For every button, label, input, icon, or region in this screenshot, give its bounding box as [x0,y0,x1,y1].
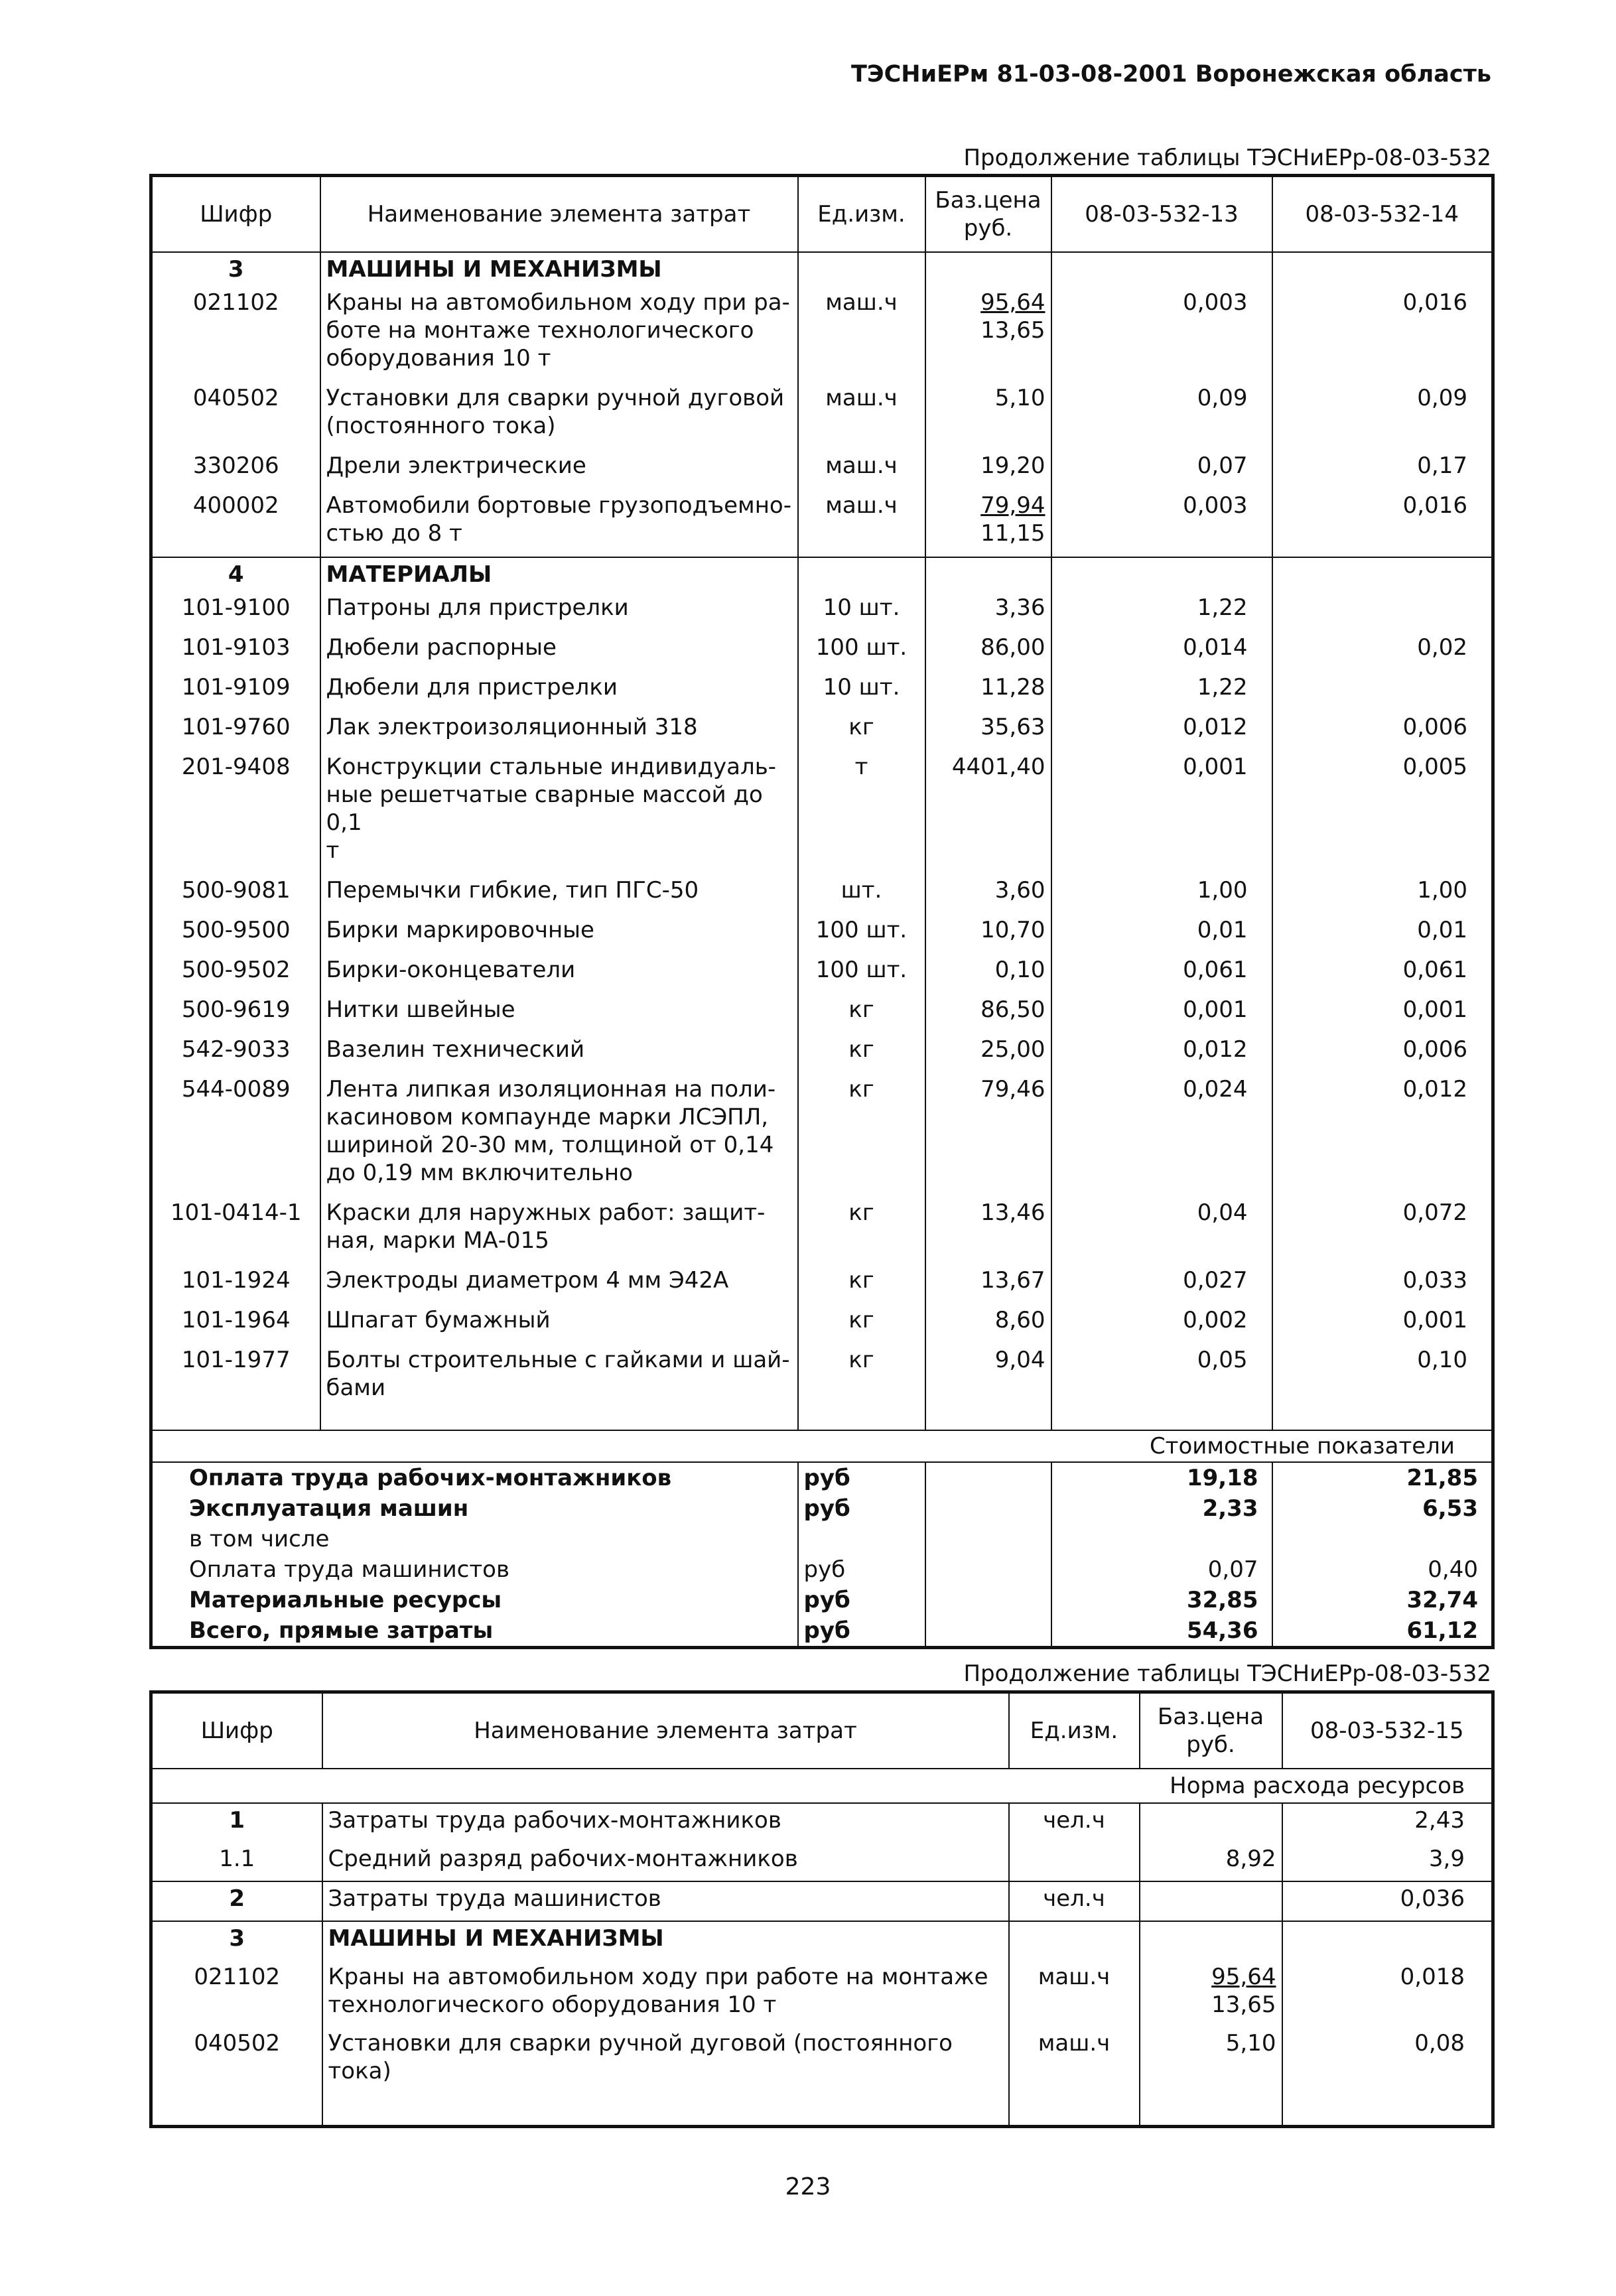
row-value-13: 0,024 [1051,1073,1272,1196]
section-row [151,252,1493,286]
row-name: Дрели электрические [320,449,798,489]
price-cell [925,1304,1051,1343]
row-value-13: 0,04 [1051,1196,1272,1264]
table-row [151,1343,1493,1411]
row-unit: 100 шт. [798,631,925,671]
row-unit: т [798,750,925,874]
price-value: 5,10 [994,385,1045,411]
norm-header-row [151,1769,1493,1803]
row-name: Конструкции стальные индивидуаль- ные решетчатые сварные массой до 0,1 т [320,750,798,874]
row-code: 101-9760 [151,710,320,750]
row-value-14: 0,005 [1402,754,1467,780]
section-code: 3 [151,252,320,286]
empty-cell [1051,557,1272,591]
summary-unit: руб [798,1462,925,1493]
row-value-13: 0,001 [1051,750,1272,874]
resource-table-2 [149,1690,1495,2128]
price-value: 86,00 [980,634,1045,661]
row-name: Шпагат бумажный [320,1304,798,1343]
row-value-13: 1,22 [1051,671,1272,710]
price-cell [925,489,1051,557]
empty-cell [322,2093,1009,2127]
row-name: МАШИНЫ И МЕХАНИЗМЫ [322,1921,1009,1960]
row-name: Лак электроизоляционный 318 [320,710,798,750]
section-row [151,557,1493,591]
summary-row [151,1615,1493,1648]
price-cell [925,631,1051,671]
table-row [151,1033,1493,1073]
section-title: МАТЕРИАЛЫ [320,557,798,591]
row-unit: кг [798,1264,925,1304]
row-code: 021102 [151,286,320,381]
table-row [151,631,1493,671]
row-code: 021102 [151,1960,322,2027]
col2-header-unit: Ед.изм. [1009,1692,1140,1769]
row-unit: 10 шт. [798,671,925,710]
summary-label: в том числе [151,1524,798,1554]
cost-header: Стоимостные показатели [151,1430,1493,1462]
summary-value-14: 6,53 [1422,1495,1478,1522]
row-value-14: 0,001 [1402,1307,1467,1333]
row-value-14 [1272,671,1493,710]
row-code: 330206 [151,449,320,489]
row-code: 201-9408 [151,750,320,874]
table2-body [151,1769,1493,2127]
row-value-13: 0,01 [1051,913,1272,953]
row-value-14: 0,006 [1402,714,1467,740]
row-value-14: 0,09 [1417,385,1467,411]
row-code: 3 [151,1921,322,1960]
empty-cell [925,1411,1051,1430]
table-row [151,1803,1493,1842]
row-value-14: 0,016 [1402,492,1467,519]
row-unit [1009,1842,1140,1881]
price-cell [925,1196,1051,1264]
price-value: 3,36 [994,594,1045,621]
price-cell [1140,1960,1282,2027]
price-value: 11,28 [980,674,1045,701]
norm-header: Норма расхода ресурсов [151,1769,1493,1803]
row-name: Средний разряд рабочих-монтажников [322,1842,1009,1881]
summary-value-13: 19,18 [1051,1462,1272,1493]
table-header-row [151,176,1493,253]
table-row [151,449,1493,489]
row-name: Болты строительные с гайками и шай- бами [320,1343,798,1411]
row-name: Электроды диаметром 4 мм Э42А [320,1264,798,1304]
price-value: 79,46 [980,1076,1045,1103]
row-unit: маш.ч [798,286,925,381]
summary-value-13: 32,85 [1051,1585,1272,1615]
table-row [151,381,1493,449]
table-row [151,874,1493,913]
row-value-15: 0,018 [1400,1964,1465,1990]
row-value-15: 3,9 [1428,1846,1465,1872]
summary-label: Эксплуатация машин [151,1493,798,1524]
table-row [151,750,1493,874]
row-code: 1 [151,1803,322,1842]
summary-row [151,1524,1493,1554]
cost-header-row [151,1430,1493,1462]
summary-value-14: 32,74 [1406,1587,1478,1613]
row-name: Дюбели распорные [320,631,798,671]
row-code: 500-9502 [151,953,320,993]
row-name: Затраты труда машинистов [322,1881,1009,1921]
row-value-14: 0,012 [1402,1076,1467,1103]
row-name: Автомобили бортовые грузоподъемно- стью до 8 т [320,489,798,557]
row-code: 040502 [151,2027,322,2093]
empty-cell [151,2093,322,2127]
row-code: 400002 [151,489,320,557]
row-unit: кг [798,1073,925,1196]
price-value: 95,64 [980,289,1045,316]
summary-value-13 [1051,1524,1272,1554]
row-code: 500-9619 [151,993,320,1033]
row-code: 101-9103 [151,631,320,671]
row-value-14: 0,061 [1402,957,1467,983]
price-cell [1140,1921,1282,1960]
empty-cell [1272,1411,1493,1430]
empty-cell [925,1554,1051,1585]
price-cell [1140,1881,1282,1921]
row-value-13: 0,014 [1051,631,1272,671]
row-code: 500-9081 [151,874,320,913]
price-value: 0,10 [994,957,1045,983]
summary-unit: руб [798,1493,925,1524]
spacer-row [151,2093,1493,2127]
row-value-13: 0,05 [1051,1343,1272,1411]
price-cell [925,953,1051,993]
price-cell [925,671,1051,710]
row-name: Краны на автомобильном ходу при ра- боте на монтаже технологического оборудования 10 т [320,286,798,381]
col2-header-code: Шифр [151,1692,322,1769]
row-value-14: 0,016 [1402,289,1467,316]
row-code: 500-9500 [151,913,320,953]
price-value: 9,04 [994,1347,1045,1373]
empty-cell [151,1411,320,1430]
row-code: 101-9109 [151,671,320,710]
row-unit: маш.ч [798,381,925,449]
table2-header-row [151,1692,1493,1769]
resource-table-1 [149,174,1495,1649]
row-name: Установки для сварки ручной дуговой (постоянного тока) [320,381,798,449]
summary-row [151,1462,1493,1493]
price-cell [925,1033,1051,1073]
row-name: Патроны для пристрелки [320,591,798,631]
row-name: Краски для наружных работ: защит- ная, марки МА-015 [320,1196,798,1264]
price-secondary-value: 13,65 [1211,1992,1276,2018]
row-code: 1.1 [151,1842,322,1881]
page-number: 223 [785,2173,831,2200]
empty-cell [320,1411,798,1430]
row-name: Лента липкая изоляционная на поли- касиновом компаунде марки ЛСЭПЛ, шириной 20-30 мм, толщиной от 0,14 до 0,19 мм включительно [320,1073,798,1196]
table-row [151,1842,1493,1881]
row-unit: маш.ч [798,449,925,489]
row-unit: шт. [798,874,925,913]
price-value: 86,50 [980,996,1045,1023]
table1-summary [151,1430,1493,1648]
price-value: 13,67 [980,1267,1045,1294]
row-name: Нитки швейные [320,993,798,1033]
row-value-13: 0,027 [1051,1264,1272,1304]
price-value: 10,70 [980,917,1045,943]
summary-label: Всего, прямые затраты [151,1615,798,1648]
price-cell [925,449,1051,489]
col-header-price: Баз.цена руб. [925,176,1051,253]
empty-cell [1009,2093,1140,2127]
row-unit: 100 шт. [798,953,925,993]
col-header-v1: 08-03-532-13 [1051,176,1272,253]
table-row [151,591,1493,631]
price-cell [1140,2027,1282,2093]
row-value-14: 0,01 [1417,917,1467,943]
summary-row [151,1585,1493,1615]
price-cell [1140,1803,1282,1842]
price-cell [925,710,1051,750]
row-value-14: 0,10 [1417,1347,1467,1373]
row-value-15 [1282,1921,1493,1960]
continuation-label-1: Продолжение таблицы ТЭСНиЕРр-08-03-532 [963,145,1491,171]
empty-cell [798,252,925,286]
row-code: 542-9033 [151,1033,320,1073]
row-name: Бирки-оконцеватели [320,953,798,993]
price-cell [925,993,1051,1033]
price-value: 4401,40 [951,754,1045,780]
empty-cell [798,1411,925,1430]
price-value: 19,20 [980,452,1045,479]
row-unit: кг [798,1304,925,1343]
price-cell [925,874,1051,913]
table-row [151,489,1493,557]
row-name: Бирки маркировочные [320,913,798,953]
summary-label: Оплата труда рабочих-монтажников [151,1462,798,1493]
summary-value-14 [1272,1524,1493,1554]
col-header-code: Шифр [151,176,320,253]
row-value-14: 0,072 [1402,1199,1467,1226]
table-row [151,1304,1493,1343]
row-name: Перемычки гибкие, тип ПГС-50 [320,874,798,913]
summary-unit: руб [798,1585,925,1615]
empty-cell [1272,252,1493,286]
row-value-15: 0,036 [1282,1881,1493,1921]
row-value-14: 0,001 [1402,996,1467,1023]
row-unit [1009,1921,1140,1960]
price-value: 8,92 [1225,1846,1276,1872]
row-unit: маш.ч [798,489,925,557]
row-value-13: 0,061 [1051,953,1272,993]
row-unit: кг [798,993,925,1033]
row-code: 101-1977 [151,1343,320,1411]
price-value: 5,10 [1225,2030,1276,2057]
empty-cell [1272,557,1493,591]
empty-cell [925,557,1051,591]
empty-cell [925,1585,1051,1615]
row-value-13: 1,22 [1051,591,1272,631]
table-row [151,286,1493,381]
summary-label: Оплата труда машинистов [151,1554,798,1585]
empty-cell [925,1524,1051,1554]
table-row [151,2027,1493,2093]
empty-cell [1282,2093,1493,2127]
row-value-13: 0,012 [1051,1033,1272,1073]
price-secondary-value: 11,15 [980,520,1045,547]
row-value-13: 1,00 [1051,874,1272,913]
col-header-unit: Ед.изм. [798,176,925,253]
price-cell [925,286,1051,381]
empty-cell [925,252,1051,286]
summary-unit: руб [798,1554,925,1585]
empty-cell [1140,2093,1282,2127]
row-value-14 [1272,591,1493,631]
row-unit: 10 шт. [798,591,925,631]
empty-cell [1051,1411,1272,1430]
row-name: Краны на автомобильном ходу при работе на монтаже технологического оборудования 10 т [322,1960,1009,2027]
summary-value-13: 2,33 [1051,1493,1272,1524]
row-value-13: 0,003 [1051,489,1272,557]
row-value-15: 0,08 [1414,2030,1465,2057]
col-header-name: Наименование элемента затрат [320,176,798,253]
row-unit: кг [798,1343,925,1411]
row-name: Вазелин технический [320,1033,798,1073]
price-value: 13,46 [980,1199,1045,1226]
row-unit: маш.ч [1009,1960,1140,2027]
row-value-15: 2,43 [1414,1807,1465,1834]
summary-value-14: 21,85 [1406,1465,1478,1491]
price-value: 3,60 [994,877,1045,904]
summary-row [151,1493,1493,1524]
table-row [151,671,1493,710]
table-row [151,953,1493,993]
row-value-13: 0,001 [1051,993,1272,1033]
row-name: Затраты труда рабочих-монтажников [322,1803,1009,1842]
row-code: 101-9100 [151,591,320,631]
section-code: 4 [151,557,320,591]
price-cell [925,381,1051,449]
summary-value-13: 0,07 [1051,1554,1272,1585]
row-value-13: 0,003 [1051,286,1272,381]
price-cell [925,750,1051,874]
summary-unit: руб [798,1615,925,1648]
price-value: 35,63 [980,714,1045,740]
summary-row [151,1554,1493,1585]
row-unit: маш.ч [1009,2027,1140,2093]
page-header-title: ТЭСНиЕРм 81-03-08-2001 Воронежская область [851,61,1491,88]
summary-unit [798,1524,925,1554]
spacer-row [151,1411,1493,1430]
row-value-14: 0,17 [1417,452,1467,479]
table1-body [151,252,1493,1430]
empty-cell [925,1615,1051,1648]
price-value: 25,00 [980,1036,1045,1063]
empty-cell [925,1493,1051,1524]
row-value-13: 0,002 [1051,1304,1272,1343]
row-code: 101-1924 [151,1264,320,1304]
summary-value-13: 54,36 [1051,1615,1272,1648]
row-unit: кг [798,710,925,750]
row-code: 101-0414-1 [151,1196,320,1264]
row-value-13: 0,012 [1051,710,1272,750]
summary-value-14: 61,12 [1406,1617,1478,1644]
table-row [151,1073,1493,1196]
table-row [151,1881,1493,1921]
empty-cell [1051,252,1272,286]
col2-header-price: Баз.цена руб. [1140,1692,1282,1769]
row-unit: чел.ч [1009,1881,1140,1921]
price-value: 79,94 [980,492,1045,519]
price-cell [925,1343,1051,1411]
empty-cell [925,1462,1051,1493]
table-row [151,993,1493,1033]
row-name: Установки для сварки ручной дуговой (постоянного тока) [322,2027,1009,2093]
summary-value-14: 0,40 [1428,1556,1478,1583]
row-name: Дюбели для пристрелки [320,671,798,710]
price-cell [925,1264,1051,1304]
table-row [151,1921,1493,1960]
price-cell [925,591,1051,631]
row-unit: кг [798,1033,925,1073]
row-code: 544-0089 [151,1073,320,1196]
row-value-13: 0,09 [1051,381,1272,449]
row-value-14: 0,006 [1402,1036,1467,1063]
continuation-label-2: Продолжение таблицы ТЭСНиЕРр-08-03-532 [963,1660,1491,1687]
row-value-13: 0,07 [1051,449,1272,489]
col2-header-v: 08-03-532-15 [1282,1692,1493,1769]
col-header-v2: 08-03-532-14 [1272,176,1493,253]
row-value-14: 0,033 [1402,1267,1467,1294]
row-code: 101-1964 [151,1304,320,1343]
price-secondary-value: 13,65 [980,317,1045,344]
row-code: 040502 [151,381,320,449]
table-row [151,1960,1493,2027]
price-value: 95,64 [1211,1964,1276,1990]
row-unit: кг [798,1196,925,1264]
price-cell [925,1073,1051,1196]
table-row [151,710,1493,750]
section-title: МАШИНЫ И МЕХАНИЗМЫ [320,252,798,286]
price-cell [1140,1842,1282,1881]
row-unit: 100 шт. [798,913,925,953]
summary-label: Материальные ресурсы [151,1585,798,1615]
table-row [151,1196,1493,1264]
table-row [151,913,1493,953]
row-code: 2 [151,1881,322,1921]
row-value-14: 0,02 [1417,634,1467,661]
row-value-14: 1,00 [1417,877,1467,904]
price-value: 8,60 [994,1307,1045,1333]
empty-cell [798,557,925,591]
col2-header-name: Наименование элемента затрат [322,1692,1009,1769]
row-unit: чел.ч [1009,1803,1140,1842]
table-row [151,1264,1493,1304]
price-cell [925,913,1051,953]
